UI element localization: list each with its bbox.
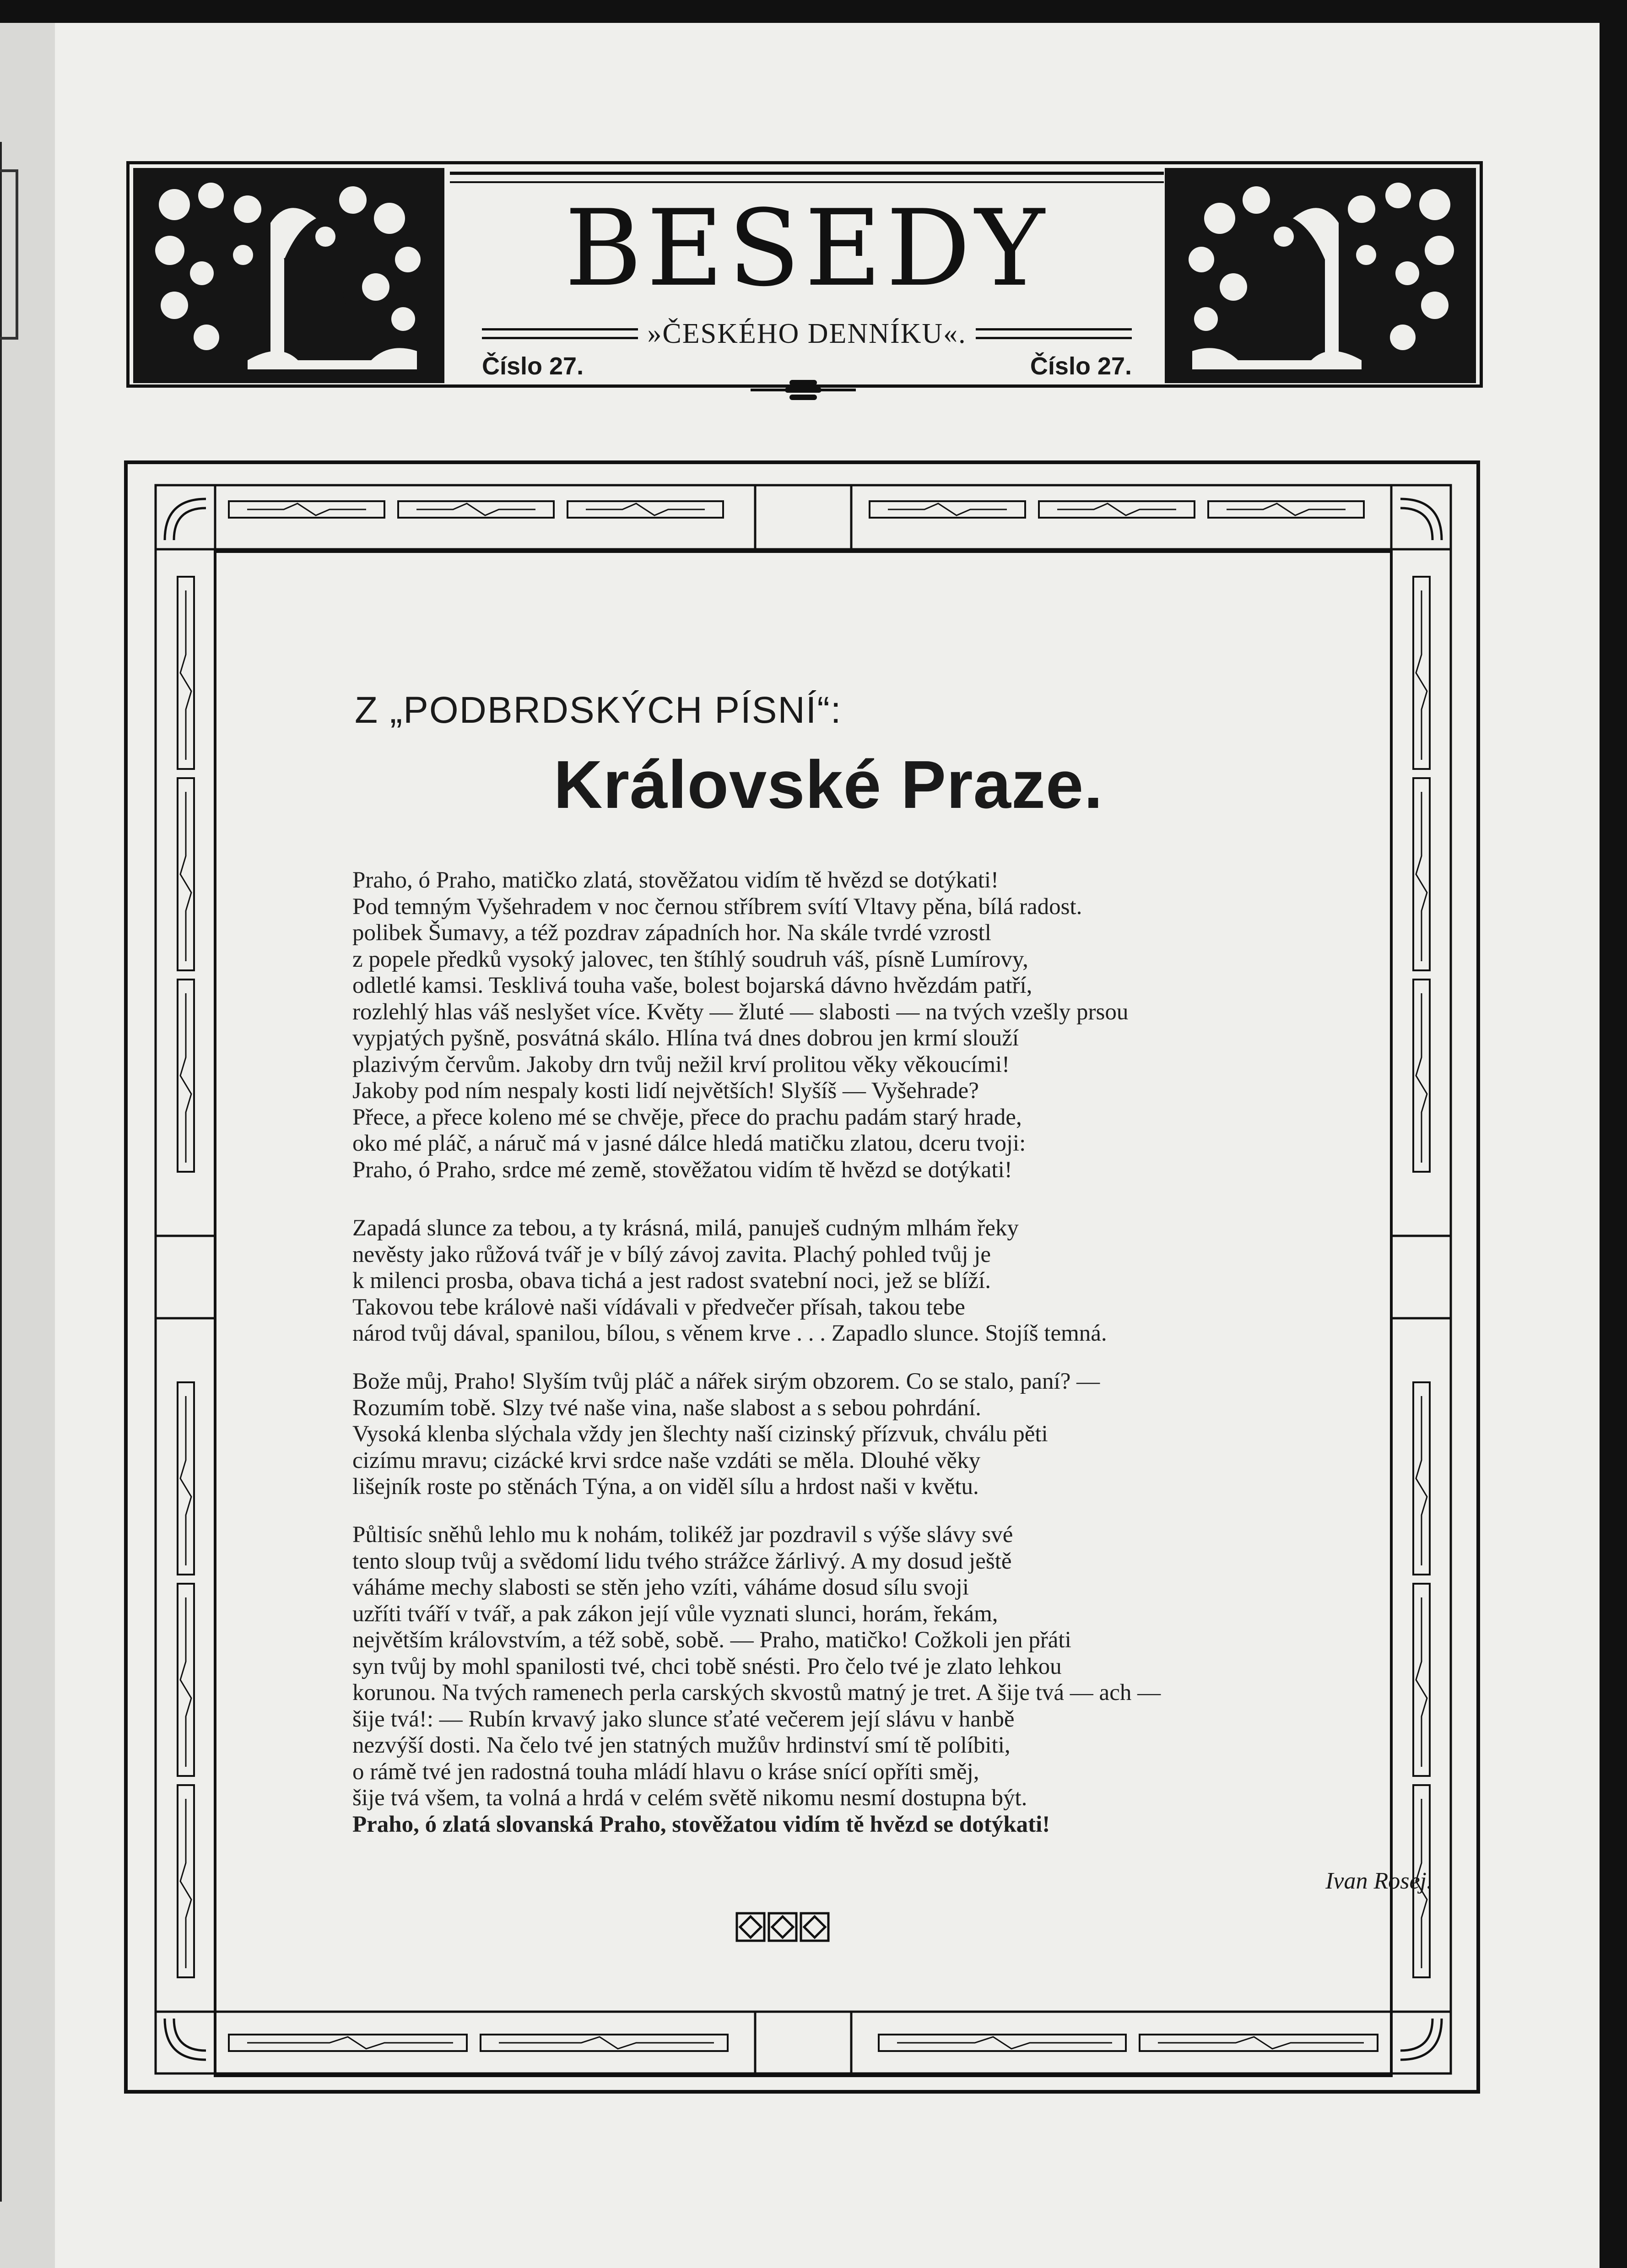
poem-closing-line: Praho, ó zlatá slovanská Praho, stověžatou vidím tě hvězd se dotýkati! (352, 1811, 1050, 1837)
poem-line: Přece, a přece koleno mé se chvěje, přece do prachu padám starý hrade, (352, 1104, 1022, 1130)
stanza-2 (352, 1215, 1428, 1347)
poem-line: nevěsty jako růžová tvář je v bílý závoj zavita. Plachý pohled tvůj je (352, 1241, 991, 1267)
poem-line: Půltisíc sněhů lehlo mu k nohám, tolikéž jar pozdravil s výše slávy své (352, 1522, 1013, 1548)
stanza-4 (352, 1522, 1428, 1838)
author-signature: Ivan Rosej. (1325, 1868, 1432, 1894)
issue-number-left: Číslo 27. (482, 352, 584, 380)
poem-line: Praho, ó Praho, srdce mé země, stověžatou vidím tě hvězd se dotýkati! (352, 1157, 1012, 1183)
poem-line: Praho, ó Praho, matičko zlatá, stověžatou vidím tě hvězd se dotýkati! (352, 867, 999, 893)
poem-line: národ tvůj dával, spanilou, bílou, s věnem krve . . . Zapadlo slunce. Stojíš temná. (352, 1321, 1107, 1346)
stanza-1 (352, 867, 1428, 1183)
poem-line: váháme mechy slabosti se stěn jeho vzíti, váháme dosud sílu svoji (352, 1575, 969, 1600)
poem-line: největším královstvím, a též sobě, sobě. — Praho, matičko! Cožkoli jen přáti (352, 1627, 1071, 1653)
poem-line: syn tvůj by mohl spanilosti tvé, chci tobě snésti. Pro čelo tvé je zlato lehkou (352, 1653, 1062, 1679)
poem-line: lišejník roste po stěnách Týna, a on viděl sílu a hrdost naši v květu. (352, 1474, 979, 1499)
poem-line: rozlehlý hlas váš neslyšet více. Květy — žluté — slabosti — na tvých vzešly prsou (352, 999, 1129, 1025)
end-ornament (735, 1911, 831, 1943)
article (206, 549, 1451, 2014)
poem-line: cizímu mravu; cizácké krvi srdce naše vzdáti se měla. Dlouhé věky (352, 1447, 981, 1473)
poem-line: nezvýší dosti. Na čelo tvé jen statných mužův hrdinství smí tě políbiti, (352, 1732, 1011, 1758)
poem-line: odletlé kamsi. Tesklivá touha vaše, bolest bojarská dávno hvězdám patří, (352, 973, 1032, 998)
poem-line: Zapadá slunce za tebou, a ty krásná, milá, panuješ cudným mlhám řeky (352, 1215, 1019, 1241)
poem-line: polibek Šumavy, a též pozdrav západních hor. Na skále tvrdé vzrostl (352, 920, 991, 946)
stanza-3 (352, 1369, 1428, 1500)
poem-line: šije tvá všem, ta volná a hrdá v celém světě nikomu nesmí dostupna být. (352, 1785, 1027, 1811)
poem-line: Pod temným Vyšehradem v noc černou stříbrem svítí Vltavy pěna, bílá radost. (352, 893, 1082, 920)
poem-line: Rozumím tobě. Slzy tvé naše vina, naše slabost a s sebou pohrdání. (352, 1395, 981, 1421)
poem-line: z popele předků vysoký jalovec, ten štíhlý soudruh váš, písně Lumírovy, (352, 946, 1028, 972)
poem-line: Bože můj, Praho! Slyším tvůj pláč a nářek sirým obzorem. Co se stalo, paní? — (352, 1369, 1100, 1394)
poem-line: šije tvá!: — Rubín krvavý jako slunce sťaté večerem její slávu v hanbě (352, 1706, 1015, 1732)
poem-line: k milenci prosba, obava tichá a jest radost svatební noci, jež se blíží. (352, 1268, 991, 1294)
poem-line: korunou. Na tvých ramenech perla carských skvostů matný je tret. A šije tvá — ach — (352, 1680, 1161, 1705)
poem-line: o rámě tvé jen radostná touha mládí hlavu o kráse snící opříti směj, (352, 1759, 979, 1785)
poem-line: tento sloup tvůj a svědomí lidu tvého strážce žárlivý. A my dosud ještě (352, 1548, 1012, 1574)
poem-line: vypjatých pyšně, posvátná skálo. Hlína tvá dnes dobrou jen krmí slouží (352, 1025, 1019, 1051)
masthead-subtitle: »ČESKÉHO DENNÍKU«. (647, 318, 967, 349)
article-kicker: Z „PODBRDSKÝCH PÍSNÍ“: (355, 689, 842, 731)
issue-number-right: Číslo 27. (1030, 352, 1132, 380)
poem-line: plazivým červům. Jakoby drn tvůj nežil krví prolitou věky věkoucími! (352, 1051, 1010, 1077)
poem-line: Takovou tebe královė naši vídávali v předvečer přísah, takou tebe (352, 1294, 965, 1320)
poem-line: Jakoby pod ním nespaly kosti lidí největších! Slyšíš — Vyšehrade? (352, 1078, 979, 1104)
article-title: Královské Praze. (553, 747, 1103, 823)
poem-line: Vysoká klenba slýchala vždy jen šlechty naší cizinský přízvuk, chválu pěti (352, 1421, 1048, 1447)
masthead-title: BESEDY (564, 188, 1049, 310)
poem-line: oko mé pláč, a náruč má v jasné dálce hledá matičku zlatou, dceru tvoji: (352, 1131, 1026, 1156)
poem-line: uzříti tváří v tvář, a pak zákon její vůle vyznati slunci, horám, řekám, (352, 1601, 998, 1627)
